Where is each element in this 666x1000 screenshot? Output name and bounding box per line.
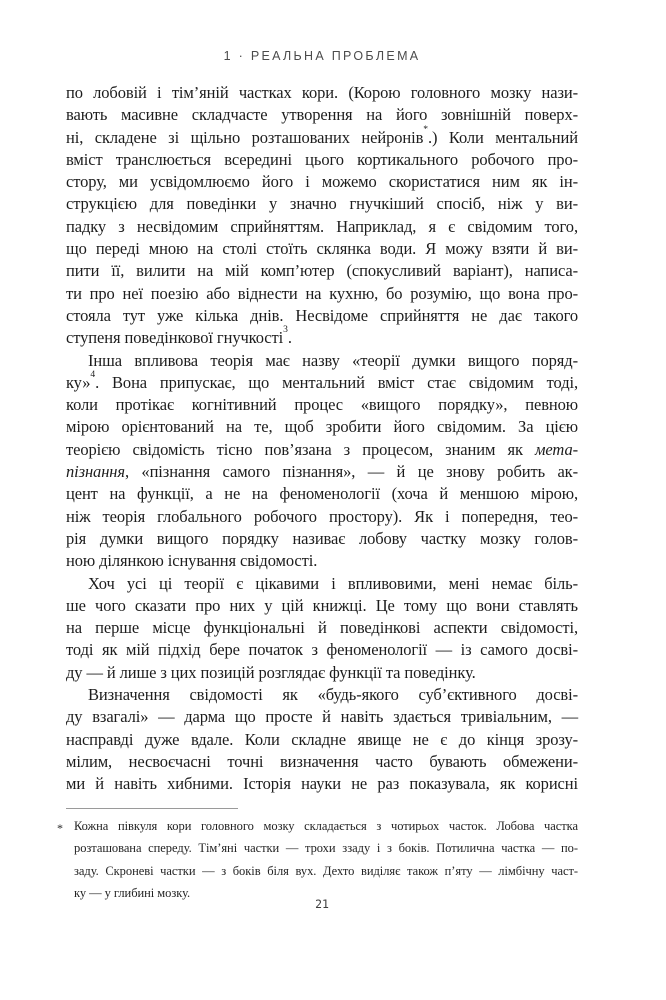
text-line: ми й навіть хибними. Історія науки не раз показувала, як корисні [66, 774, 578, 794]
text-line: стояла тут уже кілька днів. Несвідоме сприйняття не дає такого [66, 305, 578, 325]
text-line: вміст транслюється всередині цього кортикального робочого про- [66, 149, 578, 169]
text-line: коли протікає когнітивний процес «вищого порядку», певною [66, 395, 578, 415]
text-line: мірою орієнтований на те, щоб зробити його свідомим. За цією [66, 417, 578, 437]
footnote [57, 808, 578, 904]
footnote-divider [66, 808, 238, 809]
page-number: 21 [315, 897, 329, 911]
text-line: цент на функції, а не на феноменології (хоча й меншою мірою, [66, 484, 578, 504]
footnote-marker: * [57, 821, 63, 835]
text-line: ше чого сказати про них у цій книжці. Це тому що вони ставлять [66, 595, 578, 615]
paragraph [66, 684, 578, 795]
paragraph [66, 350, 578, 573]
paragraph [66, 573, 578, 684]
running-header: 1 · РЕАЛЬНА ПРОБЛЕМА [223, 49, 421, 63]
text-line: ду — й лише з цих позицій розглядає функції та поведінку. [66, 662, 476, 682]
text-line: ку»$^4$. Вона припускає, що ментальний вміст стає свідомим тоді, [66, 369, 578, 392]
text-line: Інша впливова теорія має назву «теорії думки вищого поряд- [88, 350, 578, 370]
footnote-line: Кожна півкуля кори головного мозку складається з чотирьох часток. Лобова частка [74, 819, 578, 833]
text-line: насправді дуже вдале. Коли складне явище не є до кінця зрозу- [66, 729, 578, 749]
text-line: теорією свідомість тісно пов’язана з процесом, знаним як мета- [66, 439, 578, 459]
text-line: ду взагалі» — дарма що просте й навіть здається тривіальним, — [66, 707, 578, 727]
text-line: Хоч усі ці теорії є цікавими і впливовими, мені немає біль- [88, 573, 578, 593]
text-line: мілим, несвоєчасні точні визначення часто бувають обмежени- [66, 751, 578, 771]
text-line: тоді як мій підхід бере початок з феноменології — із самого досві- [66, 640, 578, 660]
text-line: пізнання, «пізнання самого пізнання», — й це знову робить ак- [66, 462, 578, 482]
text-line: ступеня поведінкової гнучкості$^3$. [66, 324, 292, 348]
text-line: на перше місце функціональні й поведінкові аспекти свідомості, [66, 618, 578, 638]
text-line: рія думки вищого порядку називає лобову частку мозку голов- [66, 528, 578, 548]
footnote-text [57, 815, 578, 904]
footnote-line: розташована спереду. Тім’яні частки — трохи ззаду і з боків. Потилична частка — по- [74, 841, 578, 856]
text-line: вають масивне складчасте утворення на його зовнішній поверх- [66, 105, 578, 125]
text-line: ніж теорія глобального робочого простору). Як і попередня, тео- [66, 506, 578, 526]
text-line: Визначення свідомості як «будь-якого суб’єктивного досві- [88, 685, 578, 705]
text-line: падку з несвідомим сприйняттям. Наприклад, я є свідомим того, [66, 216, 578, 236]
text-line: стору, ми усвідомлюємо його і можемо скористатися ним як ін- [66, 172, 578, 192]
text-line: по лобовій і тім’яній частках кори. (Корою головного мозку нази- [66, 83, 578, 102]
text-line: що переді мною на столі стоїть склянка води. Я можу взяти й ви- [66, 239, 578, 259]
footnote-line: заду. Скроневі частки — з боків біля вух. Дехто виділяє також п’яту — лімбічну част- [74, 863, 578, 878]
text-line: ні, складене зі щільно розташованих нейронів*.) Коли ментальний [66, 123, 578, 147]
paragraph [66, 82, 578, 350]
text-line: ти про неї поезію або віднести на кухню, бо розумію, що вона про- [66, 283, 578, 303]
text-line: пити її, вилити на мій комп’ютер (спокусливий варіант), написа- [66, 261, 578, 281]
body-text [66, 82, 578, 796]
footnote-line: ку — у глибині мозку. [74, 885, 191, 900]
text-line: ною ділянкою існування свідомості. [66, 551, 318, 571]
text-line: струкцією для поведінки у значно гнучкіший спосіб, ніж у ви- [66, 194, 578, 214]
